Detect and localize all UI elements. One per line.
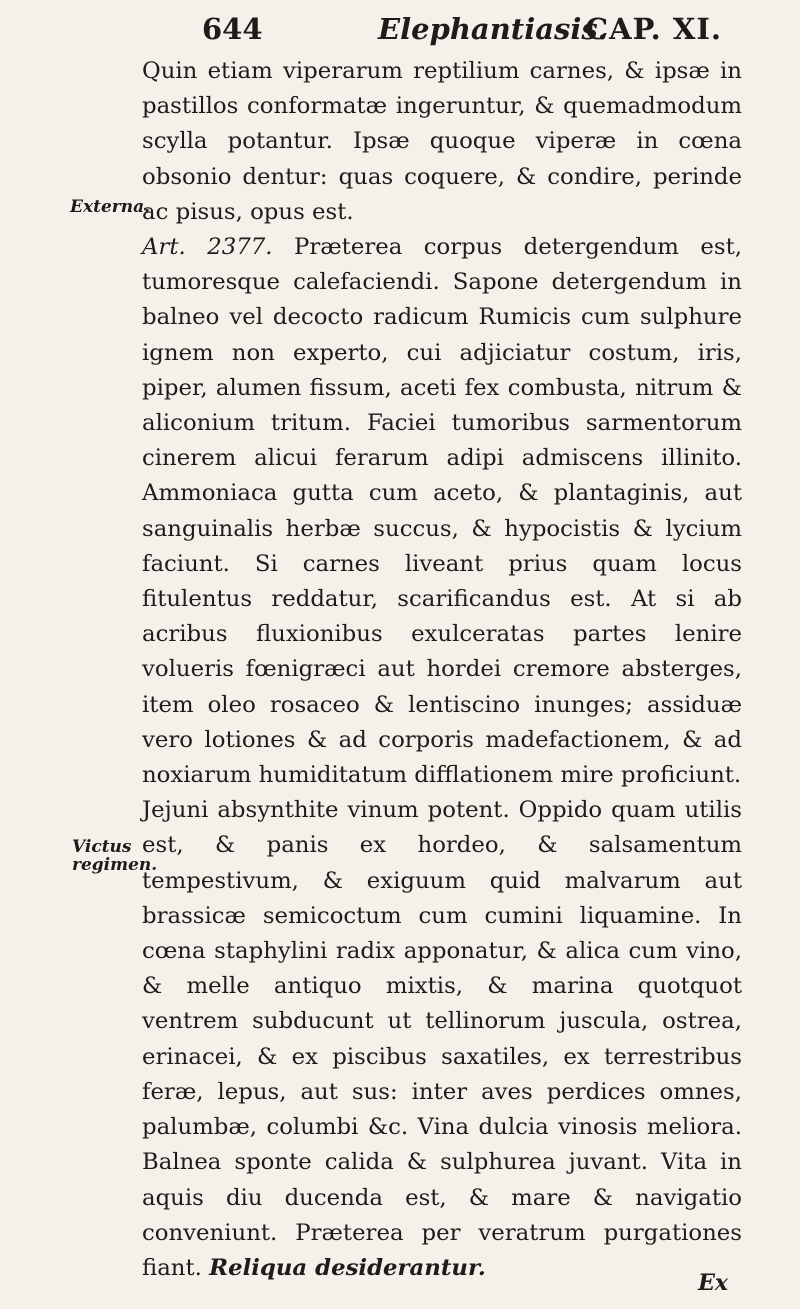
paragraph-2-text: Præterea corpus detergendum est, tumoresque calefaciendi. Sapone detergendum in balneo vel decocto radicum Rumicis cum sulphure ignem non experto, cui adjiciatur costum, iris, piper, alumen fissum, aceti fex combusta, nitrum & aliconium tritum. Faciei tumoribus sarmentorum cinerem alicui ferarum adipi admiscens illinito. Ammoniaca gutta cum aceto, & plantaginis, aut sanguinalis herbæ succus, & hypocistis & lycium faciunt. Si carnes liveant prius quam locus fitulentus reddatur, scarificandus est. At si ab acribus fluxionibus exulceratas partes lenire volueris fœnigræci aut hordei cremore absterges, item oleo rosaceo & lentiscino inunges; assiduæ vero lotiones & ad corporis madefactionem, & ad noxiarum humiditatum difflationem mire proficiunt. [142,234,742,789]
margin-note-externa: Externa. [70,197,151,217]
margin-note-regimen: regimen. [72,855,158,875]
running-title: Elephantiasis. [378,12,608,46]
paragraph-2 [142,230,742,793]
paragraph-3 [142,793,742,1286]
margin-note-victus: Victus [72,837,132,857]
paragraph-1: Quin etiam viperarum reptilium carnes, & ipsæ in pastillos conformatæ ingeruntur, & quemadmodum scylla potantur. Ipsæ quoque viperæ in cœna obsonio dentur: quas coquere, & condire, perinde ac pisus, opus est. [142,58,742,225]
paragraph-3-text: Jejuni absynthite vinum potent. Oppido quam utilis est, & panis ex hordeo, & salsamentum tempestivum, & exiguum quid malvarum aut brassicæ semicoctum cum cumini liquamine. In cœna staphylini radix apponatur, & alica cum vino, & melle antiquo mixtis, & marina quotquot ventrem subducunt ut tellinorum jusculа, ostrea, erinacei, & ex piscibus saxatiles, ex terrestribus feræ, lepus, aut sus: inter aves perdices omnes, palumbæ, columbi &c. Vina dulcia vinosis meliora. Balnea sponte calida & sulphurea juvant. Vita in aquis diu ducenda est, & mare & navigatio conveniunt. Præterea per veratrum purgationes fiant. [142,797,742,1281]
chapter-label: CAP. XI. [585,12,722,46]
body-text [142,54,742,1286]
paragraph-3-ending: Reliqua desiderantur. [209,1254,486,1281]
page-number: 644 [202,12,263,46]
page-header [202,12,722,52]
catchword: Ex [698,1270,728,1296]
article-number: Art. 2377. [142,234,273,261]
margin-note-victus-regimen [72,837,158,875]
